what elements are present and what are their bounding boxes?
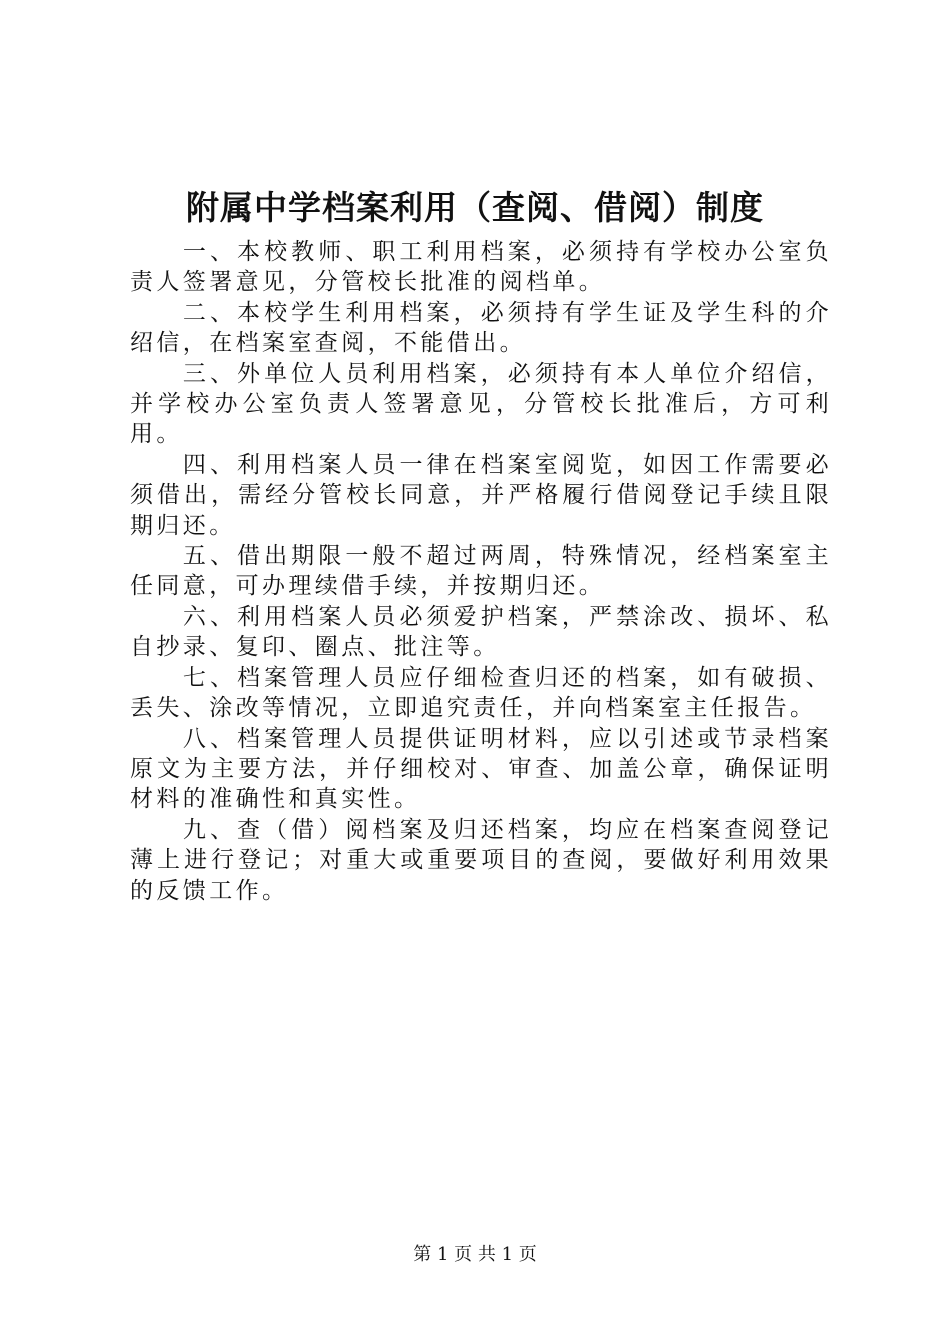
rule-paragraph-9: 九、查（借）阅档案及归还档案，均应在档案查阅登记薄上进行登记；对重大或重要项目的查阅，要做好利用效果的反馈工作。 (130, 816, 832, 904)
page-number-footer: 第 1 页 共 1 页 (413, 1244, 537, 1265)
rule-paragraph-8: 八、档案管理人员提供证明材料，应以引述或节录档案原文为主要方法，并仔细校对、审查、加盖公章，确保证明材料的准确性和真实性。 (130, 725, 832, 813)
document-body (130, 237, 832, 906)
rule-paragraph-5: 五、借出期限一般不超过两周，特殊情况，经档案室主任同意，可办理续借手续，并按期归还。 (130, 543, 832, 600)
rule-paragraph-7: 七、档案管理人员应仔细检查归还的档案，如有破损、丢失、涂改等情况，立即追究责任，并向档案室主任报告。 (130, 664, 832, 722)
rule-paragraph-2: 二、本校学生利用档案，必须持有学生证及学生科的介绍信，在档案室查阅，不能借出。 (130, 299, 832, 357)
rule-paragraph-6: 六、利用档案人员必须爱护档案，严禁涂改、损坏、私自抄录、复印、圈点、批注等。 (130, 603, 832, 661)
rule-paragraph-1: 一、本校教师、职工利用档案，必须持有学校办公室负责人签署意见，分管校长批准的阅档单。 (130, 239, 832, 296)
rule-paragraph-3: 三、外单位人员利用档案，必须持有本人单位介绍信，并学校办公室负责人签署意见，分管校长批准后，方可利用。 (130, 360, 832, 448)
document-title: 附属中学档案利用（查阅、借阅）制度 (186, 188, 764, 227)
rule-paragraph-4: 四、利用档案人员一律在档案室阅览，如因工作需要必须借出，需经分管校长同意，并严格履行借阅登记手续且限期归还。 (130, 451, 832, 539)
